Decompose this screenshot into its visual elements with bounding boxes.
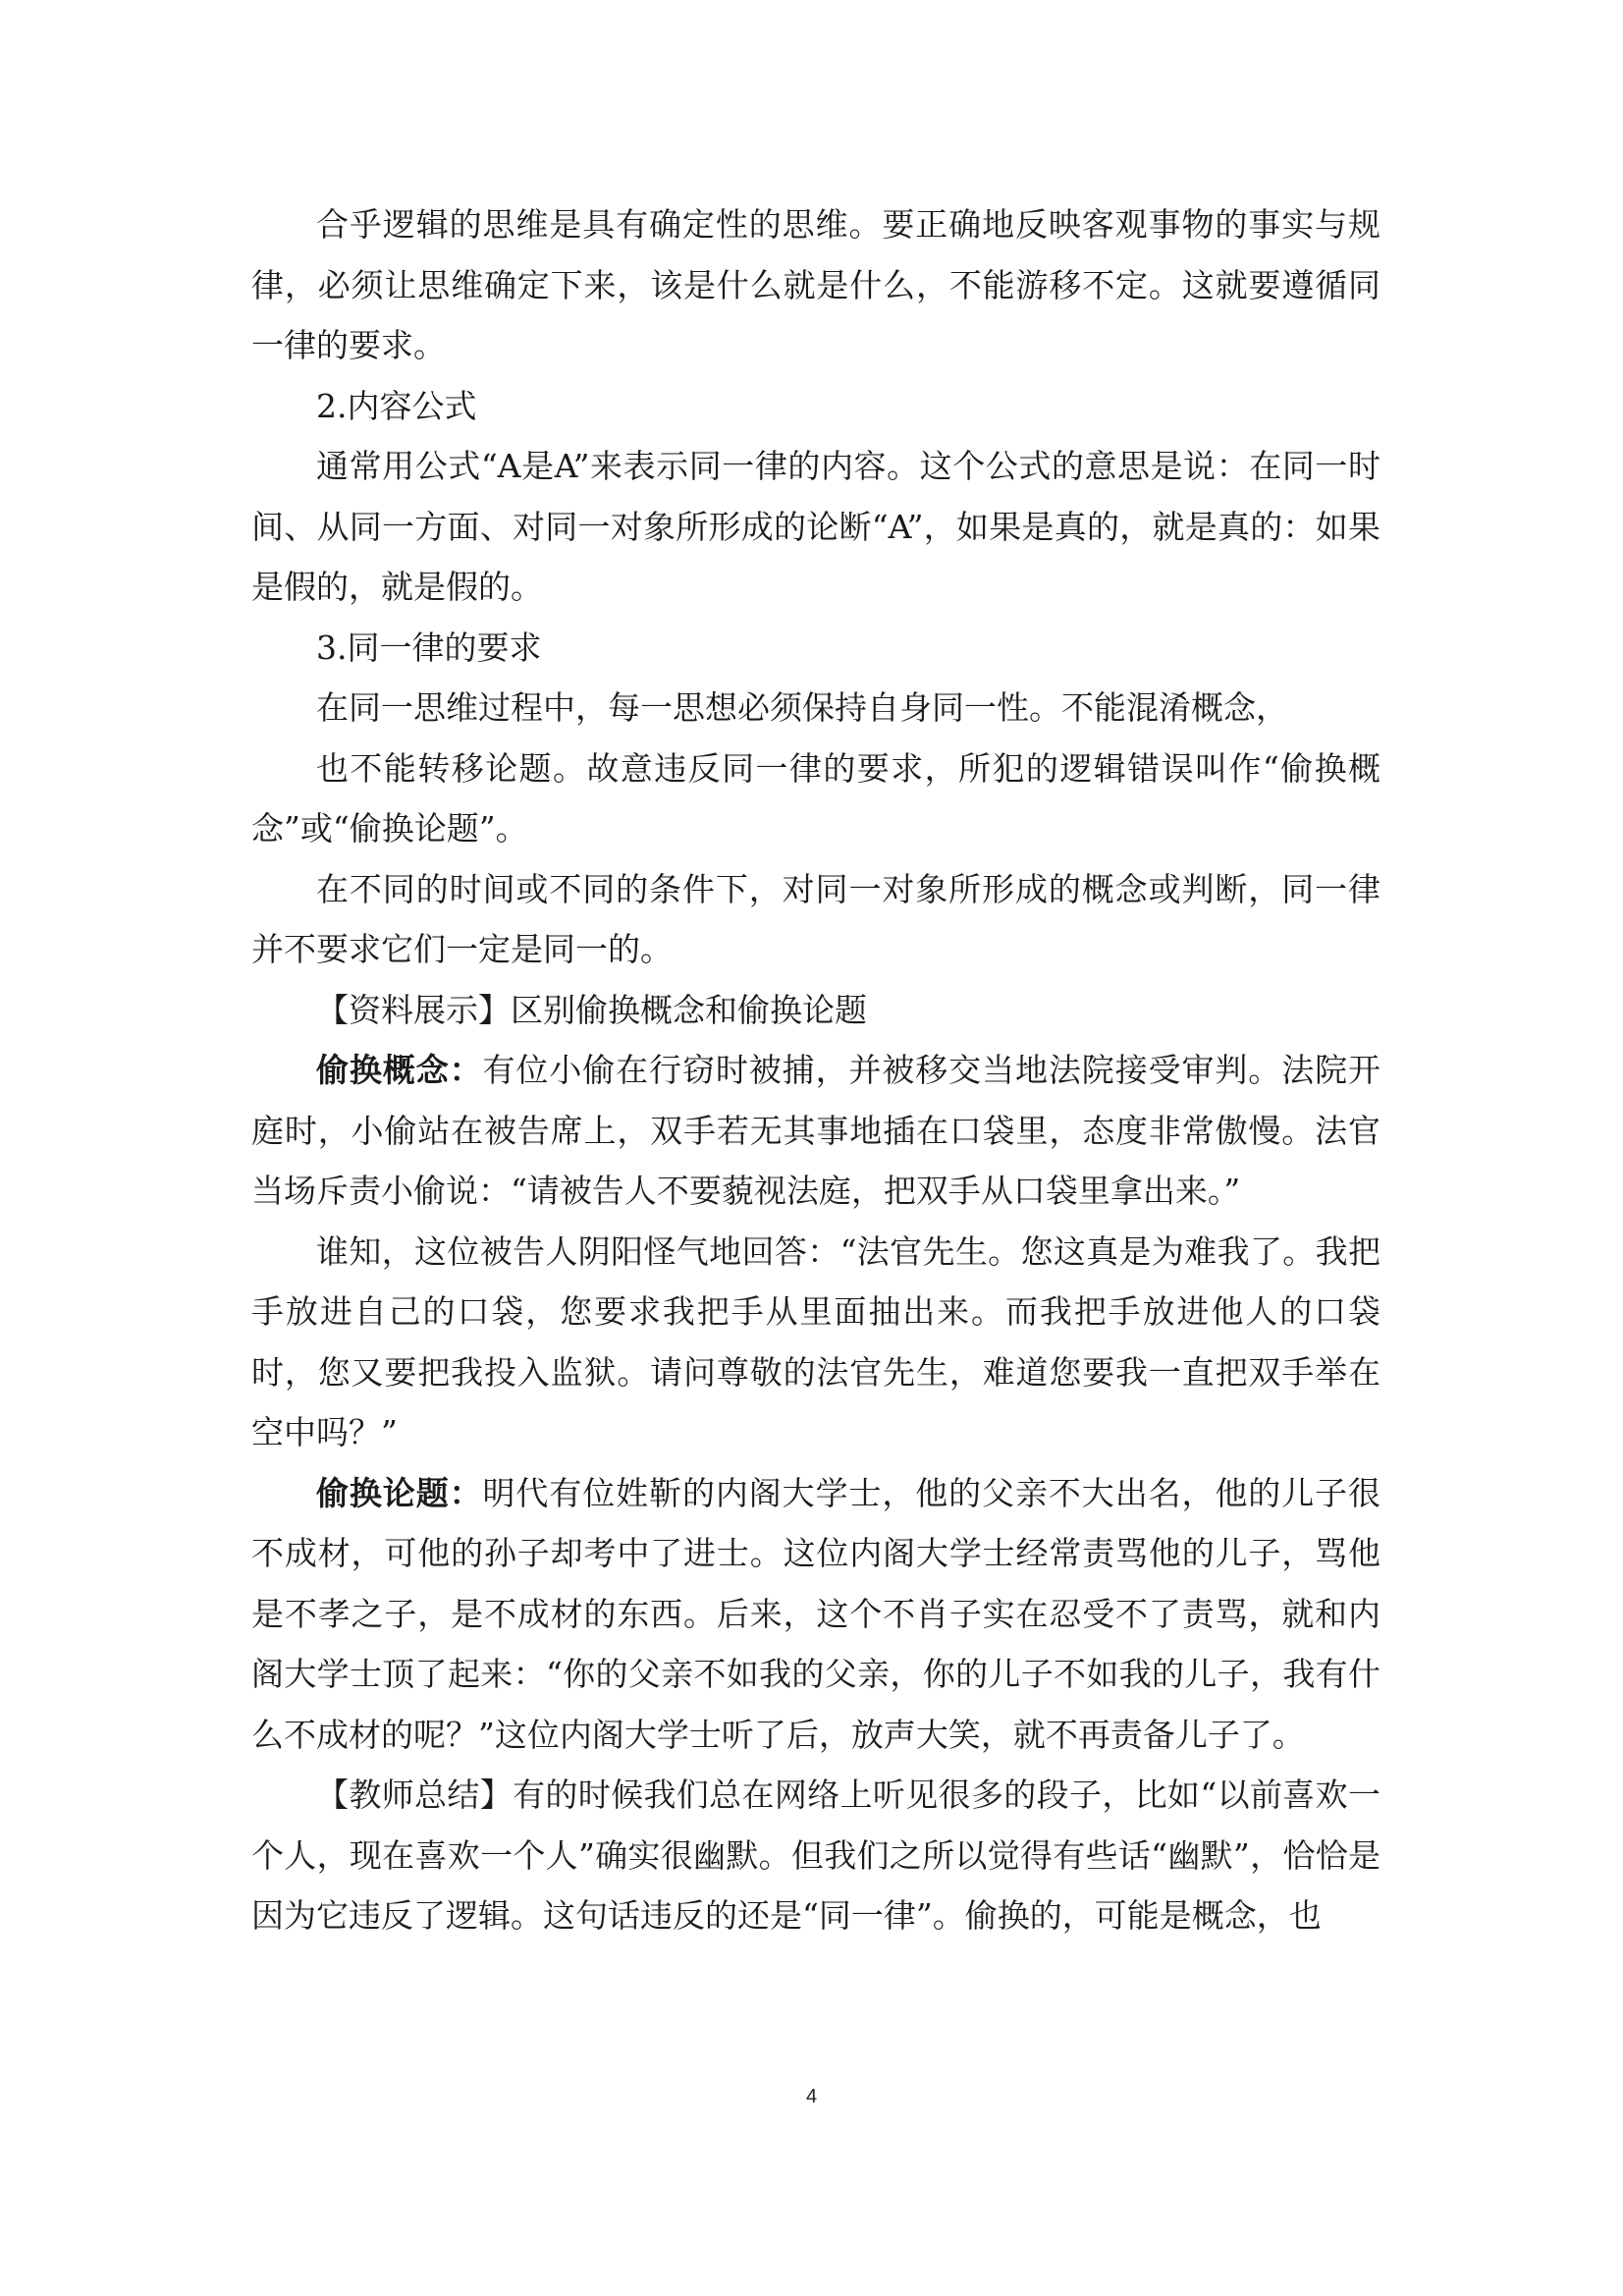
topic-swap-text: 明代有位姓靳的内阁大学士，他的父亲不大出名，他的儿子很不成材，可他的孙子却考中了进士。这位内阁大学士经常责骂他的儿子，骂他是不孝之子，是不成材的东西。后来，这个不肖子实在忍受不了责骂，就和内阁大学士顶了起来：“你的父亲不如我的父亲，你的儿子不如我的儿子，我有什么不成材的呢？”这位内阁大学士听了后，放声大笑，就不再责备儿子了。 (251, 1473, 1381, 1754)
paragraph-requirements-rest: 也不能转移论题。故意违反同一律的要求，所犯的逻辑错误叫作“偷换概念”或“偷换论题”。 (251, 748, 1380, 847)
paragraph-conditions: 在不同的时间或不同的条件下，对同一对象所形成的概念或判断，同一律并不要求它们一定是同一的。 (251, 869, 1380, 968)
paragraph-concept-swap (251, 1040, 1380, 1222)
concept-swap-label: 偷换概念： (316, 1051, 483, 1089)
paragraph-logic-certainty: 合乎逻辑的思维是具有确定性的思维。要正确地反映客观事物的事实与规律，必须让思维确定下来，该是什么就是什么，不能游移不定。这就要遵循同一律的要求。 (251, 205, 1380, 364)
heading-content-formula: 2.内容公式 (316, 386, 477, 425)
topic-swap-label: 偷换论题： (316, 1473, 483, 1512)
paragraph-defendant-reply: 谁知，这位被告人阴阳怪气地回答：“法官先生。您这真是为难我了。我把手放进自己的口袋，您要求我把手从里面抽出来。而我把手放进他人的口袋时，您又要把我投入监狱。请问尊敬的法官先生，难道您要我一直把双手举在空中吗？” (251, 1231, 1380, 1451)
paragraph-formula: 通常用公式“A是A”来表示同一律的内容。这个公式的意思是说：在同一时间、从同一方面、对同一对象所形成的论断“A”，如果是真的，就是真的：如果是假的，就是假的。 (251, 447, 1380, 606)
paragraph-requirements-line1: 在同一思维过程中，每一思想必须保持自身同一性。不能混淆概念， (316, 688, 1288, 727)
page-number: 4 (805, 2086, 818, 2107)
paragraph-topic-swap (251, 1463, 1380, 1766)
heading-requirements: 3.同一律的要求 (316, 628, 542, 667)
concept-swap-text: 有位小偷在行窃时被捕，并被移交当地法院接受审判。法院开庭时，小偷站在被告席上，双手若无其事地插在口袋里，态度非常傲慢。法官当场斥责小偷说：“请被告人不要藐视法庭，把双手从口袋里拿出来。” (251, 1051, 1381, 1210)
material-heading: 【资料展示】区别偷换概念和偷换论题 (316, 990, 867, 1029)
paragraph-teacher-summary: 【教师总结】有的时候我们总在网络上听见很多的段子，比如“以前喜欢一个人，现在喜欢一个人”确实很幽默。但我们之所以觉得有些话“幽默”，恰恰是因为它违反了逻辑。这句话违反的还是“同一律”。偷换的，可能是概念，也 (251, 1776, 1380, 1935)
document-page (251, 194, 1380, 1946)
